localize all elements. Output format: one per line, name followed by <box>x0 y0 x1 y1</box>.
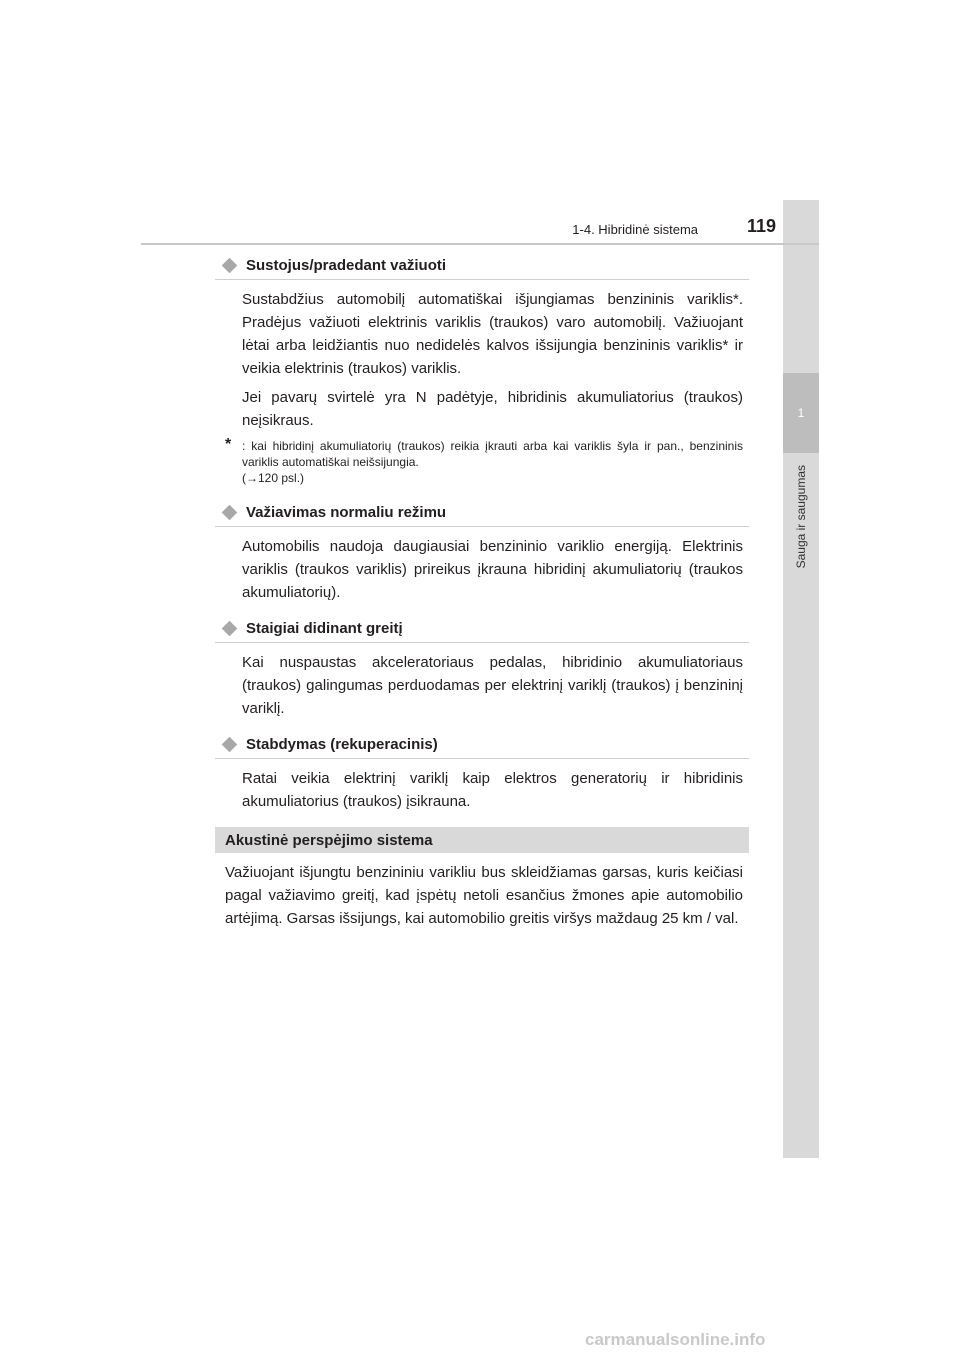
paragraph: Jei pavarų svirtelė yra N padėtyje, hibridinis akumuliatorius (traukos) neįsikraus. <box>242 389 743 429</box>
footnote <box>225 438 743 486</box>
diamond-bullet-icon <box>222 257 238 273</box>
section-acceleration <box>215 618 749 720</box>
diamond-bullet-icon <box>222 620 238 636</box>
header-section-title: 1-4. Hibridinė sistema <box>572 222 698 237</box>
chapter-number: 1 <box>783 373 819 453</box>
acoustic-warning-paragraph: Važiuojant išjungtu benzininiu varikliu bus skleidžiamas garsas, kuris keičiasi pagal važiavimo greitį, kad įspėtų netoli esančius žmones apie automobilio artėjimą. Garsas išsijungs, kai automobilio greitis viršys maždaug 25 km / val. <box>225 864 743 927</box>
subheading-text: Stabdymas (rekuperacinis) <box>246 735 438 753</box>
paragraph: Sustabdžius automobilį automatiškai išjungiamas benzininis variklis*. Pradėjus važiuoti elektrinis variklis (traukos) varo automobilį. Važiuojant lėtai arba leidžiantis nuo nedidelės kalvos išsijungia benzininis variklis* ir veikia elektrinis (traukos) variklis. <box>242 291 743 377</box>
chapter-side-tab <box>783 200 819 1158</box>
footnote-body <box>242 438 743 486</box>
paragraph: Automobilis naudoja daugiausiai benzininio variklio energiją. Elektrinis variklis (traukos variklis) prireikus įkrauna hibridinį akumuliatorių (traukos akumuliatorių). <box>242 538 743 601</box>
diamond-bullet-icon <box>222 504 238 520</box>
subheading-text: Sustojus/pradedant važiuoti <box>246 256 447 274</box>
subheading <box>215 618 749 643</box>
subheading <box>215 734 749 759</box>
acoustic-warning-section-title: Akustinė perspėjimo sistema <box>215 827 749 853</box>
page-number: 119 <box>746 216 776 236</box>
subheading-text: Staigiai didinant greitį <box>246 619 403 637</box>
subheading <box>215 502 749 527</box>
section-braking <box>215 734 749 813</box>
footnote-page-ref: (→120 psl.) <box>242 471 305 485</box>
footnote-text: : kai hibridinį akumuliatorių (traukos) reikia įkrauti arba kai variklis šyla ir pan., benzininis variklis automatiškai neišsijungia. <box>242 439 743 469</box>
header-divider <box>141 243 819 245</box>
chapter-label-text: Sauga ir saugumas <box>794 465 808 569</box>
watermark: carmanualsonline.info <box>585 1330 766 1349</box>
footnote-asterisk: * <box>225 436 232 453</box>
diamond-bullet-icon <box>222 736 238 752</box>
chapter-label <box>783 465 819 585</box>
paragraph: Ratai veikia elektrinį variklį kaip elektros generatorių ir hibridinis akumuliatorius (traukos) įsikrauna. <box>242 770 743 810</box>
page-content <box>215 255 749 930</box>
paragraph: Kai nuspaustas akceleratoriaus pedalas, hibridinio akumuliatoriaus (traukos) galingumas perduodamas per elektrinį variklį (traukos) į benzininį variklį. <box>242 654 743 717</box>
section-normal-driving <box>215 502 749 604</box>
section-stopping <box>215 255 749 486</box>
subheading <box>215 255 749 280</box>
subheading-text: Važiavimas normaliu režimu <box>246 503 447 521</box>
